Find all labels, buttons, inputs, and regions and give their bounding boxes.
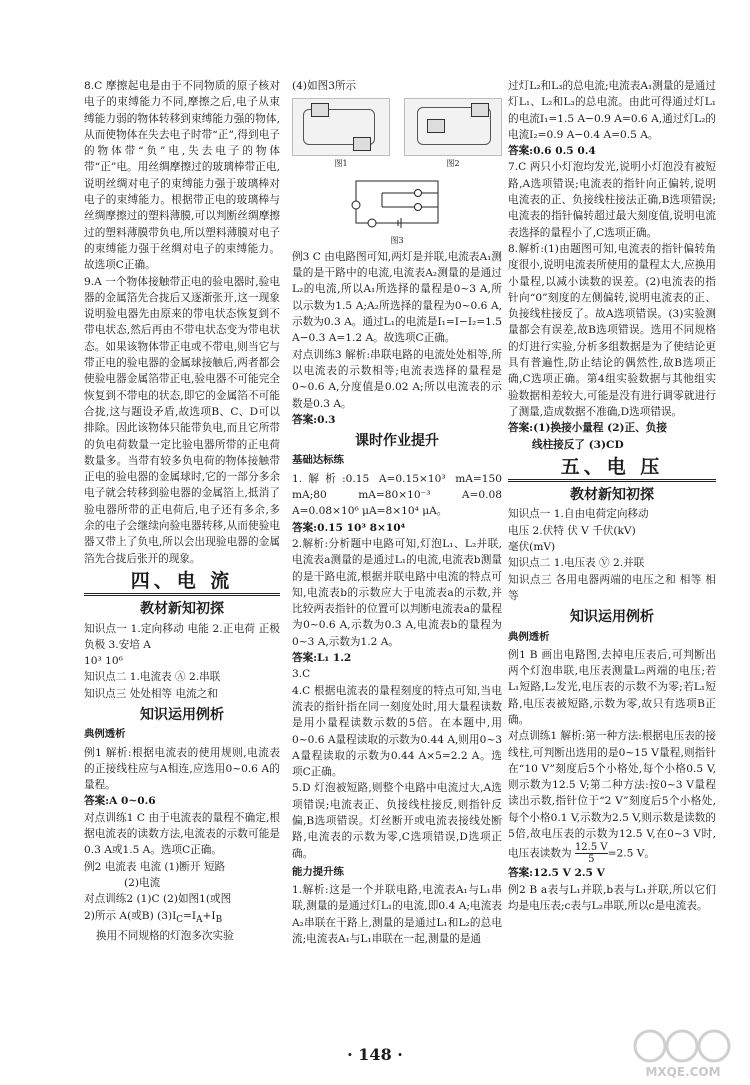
training-3: 对点训练3 解析:串联电路的电流处处相等,所以电流表的示数相等;电流表选择的量程是0~0.6 A,分度值是0.02 A;所以电流表的示数是0.3 A。 — [292, 348, 502, 410]
example-1: 例1 解析:根据电流表的使用规则,电流表的正接线柱应与A相连,应选用0~0.6 A的量程。 — [84, 746, 280, 792]
training-1: 对点训练1 解析:第一种方法:根据电压表的接线柱,可判断出选用的是0~15 V量程,则指针在“10 V”刻度后5个小格处,每个小格0.5 V,则示数为12.5 V;第二种方法:按0~3 V量程读出示数,指针位于“2 V”刻度后5个小格处,每个小格0.1 V,示数为2.5 V,则示数是读数的5倍,故电压表的示数为12.5 V,在0~3 V时,电压表读数为 $\frac{12.5 V}{5}$ =2.5 V。 — [508, 730, 716, 866]
heading-typical-examples: 典例透析 — [84, 728, 126, 741]
knowledge-point-1: 知识点一 1.自由电荷定向移动 — [508, 508, 649, 521]
question-8-answer: 答案:(1)换接小量程 (2)正、负接 — [508, 422, 667, 435]
ability-question-1: 1.解析:这是一个并联电路,电流表A₁与L₁串联,测量的是通过灯L₁的电流,即0.4 A;电流表A₂串联在干路上,测量的是通过L₁和L₂的总电流;电流表A₁与L₁串联在一起,测量的是通 — [292, 884, 502, 946]
heading-application: 知识运用例析 — [140, 706, 224, 723]
column-left — [84, 78, 280, 944]
training-1: 对点训练1 C 由于电流表的量程不确定,根据电流表的读数方法,电流表的示数可能是0.3 A或1.5 A。选项C正确。 — [84, 811, 280, 857]
figure-3-circuit — [342, 175, 452, 231]
question-1: 1.解析:0.15 A=0.15×10³ mA=150 mA;80 mA=80×10⁻³ A=0.08 A=0.08×10⁶ μA=8×10⁴ μA。 — [292, 472, 502, 518]
knowledge-point-2: 知识点二 1.电压表 Ⓥ 2.并联 — [508, 557, 645, 570]
example-1: 例1 B 画出电路图,去掉电压表后,可判断出两个灯泡串联,电压表测量L₂两端的电压;若L₁短路,L₂发光,电压表的示数不为零;若L₁短路,电压表被短路,示数为零,故只有选项B正确。 — [508, 648, 716, 726]
figure-1-caption: 图1 — [334, 159, 348, 169]
training-2: 对点训练2 (1)C (2)如图1(或图 — [84, 893, 232, 906]
knowledge-point-3: 知识点三 各用电器两端的电压之和 相等 相等 — [508, 573, 716, 602]
knowledge-point-1-end: 毫伏(mV) — [508, 541, 556, 554]
knowledge-point-1-cont: 电压 2.伏特 伏 V 千伏(kV) — [508, 524, 636, 537]
question-8: 8.解析:(1)由题图可知,电流表的指针偏转角度很小,说明电流表所使用的量程太大,应换用小量程,以减小读数的误差。(2)电流表的指针向“0”刻度的左侧偏转,说明电流表的正、负接线柱接反了。故A选项错误。(3)实验测量都会有误差,故B选项错误。选用不同规格的灯进行实验,分析多组数据是为了使结论更具有普遍性,防止结论的偶然性,故B选项正确,C选项正确。第4组实验数据与其他组实验数据相差较大,可能是没有进行调零就进行了测量,造成数据不准确,D选项错误。 — [508, 242, 717, 418]
watermark-logo — [624, 1028, 742, 1080]
example-2: 例2 电流表 电流 (1)断开 短路 — [84, 860, 226, 873]
figure-1 — [292, 98, 390, 172]
figure-2-caption: 图2 — [446, 159, 460, 169]
question-1-answer: 答案:0.15 10³ 8×10⁴ — [292, 521, 406, 534]
question-2: 2.解析:分析题中电路可知,灯泡L₁、L₂并联,电流表a测量的是通过L₁的电流,电流表b测量的是干路电流,根据并联电路中电流的特点可知,电流表b的示数应大于电流表a的示数,并比较两表指针的位置可以判断电流表a的量程为0~0.6 A,示数为0.3 A,电流表b的量程为0~3 A,示数为1.2 A。 — [292, 537, 502, 648]
column-middle — [292, 78, 502, 947]
training-2-cont: 2)所示 A(或B) $(3)I_C=I_A+I_B$ — [84, 909, 223, 925]
question-3: 3.C — [292, 668, 311, 681]
figure-intro: (4)如图3所示 — [292, 80, 357, 92]
ability-question-1-cont: 过灯L₂和L₃的总电流;电流表A₁测量的是通过灯L₁、L₂和L₃的总电流。由此可得通过灯L₁的电流I₁=1.5 A−0.9 A=0.6 A,通过灯L₂的电流I₂=0.9 A−0.4 A=0.5 A。 — [508, 80, 716, 141]
answer-8: 8.C 摩擦起电是由于不同物质的原子核对电子的束缚能力不同,摩擦之后,电子从束缚能力弱的物体转移到束缚能力强的物体,从而使物体在失去电子时带“正”,得到电子的物体带“负”电,失去电子的物体带“正”电。用丝绸摩擦过的玻璃棒带正电,说明丝绸对电子的束缚能力强于玻璃棒对电子的束缚能力。根据带正电的玻璃棒与丝绸摩擦过的塑料薄膜,可以判断丝绸摩擦过的塑料薄膜带负电,所以塑料薄膜对电子的束缚能力强于丝绸对电子的束缚能力。故选项C正确。 — [84, 80, 280, 272]
example-3: 例3 C 由电路图可知,两灯是并联,电流表A₁测量的是干路中的电流,电流表A₂测量的是通过L₂的电流,所以A₁所选择的量程是0~3 A,所以示数为1.5 A;A₂所选择的量程为0~0.6 A,示数为0.3 A。通过L₁的电流是I₁=I−I₂=1.5 A−0.3 A=1.2 A。故选项C正确。 — [292, 250, 502, 345]
question-4: 4.C 根据电流表的量程刻度的特点可知,当电流表的指针指在同一刻度处时,用大量程读数是用小量程读数示数的5倍。在本题中,用0~0.6 A量程读取的示数为0.44 A,则用0~3 A量程读取的示数为0.44 A×5=2.2 A。选项C正确。 — [292, 684, 502, 779]
question-8-answer-cont: 线柱接反了 (3)CD — [532, 438, 624, 451]
divider — [508, 479, 716, 482]
example-1-answer: 答案:A 0~0.6 — [84, 795, 156, 808]
figure-row — [292, 98, 502, 172]
column-right — [508, 78, 716, 914]
heading-ability: 能力提升练 — [292, 865, 344, 878]
figure-2 — [404, 98, 502, 172]
knowledge-point-1-units: 10³ 10⁶ — [84, 655, 123, 668]
knowledge-point-3: 知识点三 处处相等 电流之和 — [84, 687, 218, 700]
watermark-text: MXQE.COM — [645, 1065, 721, 1079]
ability-question-1-answer: 答案:0.6 0.5 0.4 — [508, 145, 596, 158]
section-title-voltage: 五、电 压 — [560, 455, 664, 478]
question-5: 5.D 灯泡被短路,则整个电路中电流过大,A选项错误;电流表正、负接线柱接反,则指针反偏,B选项错误。灯丝断开或电流表接线处断路,电流表的示数为零,C选项错误,D选项正确。 — [292, 782, 502, 860]
training-3-answer: 答案:0.3 — [292, 413, 336, 426]
figure-1-image — [292, 98, 390, 156]
training-1-answer: 答案:12.5 V 2.5 V — [508, 867, 605, 880]
heading-application: 知识运用例析 — [570, 609, 654, 626]
knowledge-point-1: 知识点一 1.定向移动 电能 2.正电荷 正极 负极 3.安培 A — [84, 622, 280, 651]
heading-typical-examples: 典例透析 — [508, 630, 550, 643]
example-2: 例2 B a表与L₁并联,b表与L₁并联,所以它们均是电压表;c表与L₂串联,所以c是电流表。 — [508, 883, 716, 912]
heading-new-knowledge: 教材新知初探 — [570, 487, 654, 504]
section-title-current: 四、电 流 — [130, 569, 234, 592]
divider — [84, 593, 280, 596]
fraction: $\frac{12.5 V}{5}$ — [574, 842, 608, 866]
question-7: 7.C 两只小灯泡均发光,说明小灯泡没有被短路,A选项错误;电流表的指针向正偏转,说明电流表的正、负接线柱接法正确,B选项错误;电流表的指针偏转超过最大刻度值,说明电流表选择的量程小了,C选项正确。 — [508, 161, 716, 239]
training-2-end: 换用不同规格的灯泡多次实验 — [96, 929, 234, 942]
example-2-cont: (2)电流 — [124, 876, 161, 889]
figure-2-image — [404, 98, 502, 156]
heading-homework: 课时作业提升 — [355, 433, 439, 450]
knowledge-point-2: 知识点二 1.电流表 Ⓐ 2.串联 — [84, 671, 221, 684]
question-2-answer: 答案:L₁ 1.2 — [292, 652, 352, 665]
heading-basic: 基础达标练 — [292, 454, 344, 467]
answer-9: 9.A 一个物体接触带正电的验电器时,验电器的金属箔先合拢后又逐渐张开,这一现象说明验电器先由原来的带电状态恢复到不带电状态,然后再由不带电状态变为带电状态。如果该物体带正电或不带电,则当它与带正电的验电器的金属球接触后,两者都会使验电器金属箔带正电,验电器不可能完全恢复到不带电的状态,即它的金属箔不可能合拢,这与题设矛盾,故选项B、C、D可以排除。因此该物体只能带负电,而且它所带的负电荷数量一定比验电器所带的正电荷数量多。当带有较多负电荷的物体接触带正电的验电器的金属球时,它的一部分多余电子就会转移到验电器的金属箔上,抵消了验电器所带的正电荷后,电子还有多余,多余的电子会继续向验电器转移,从而使验电器又带上了负电,所以会出现验电器的金属箔先合拢后张开的现象。 — [84, 275, 280, 565]
heading-new-knowledge: 教材新知初探 — [140, 601, 224, 618]
page-number: · 148 · — [347, 1045, 403, 1064]
figure-3-caption: 图3 — [390, 235, 404, 245]
